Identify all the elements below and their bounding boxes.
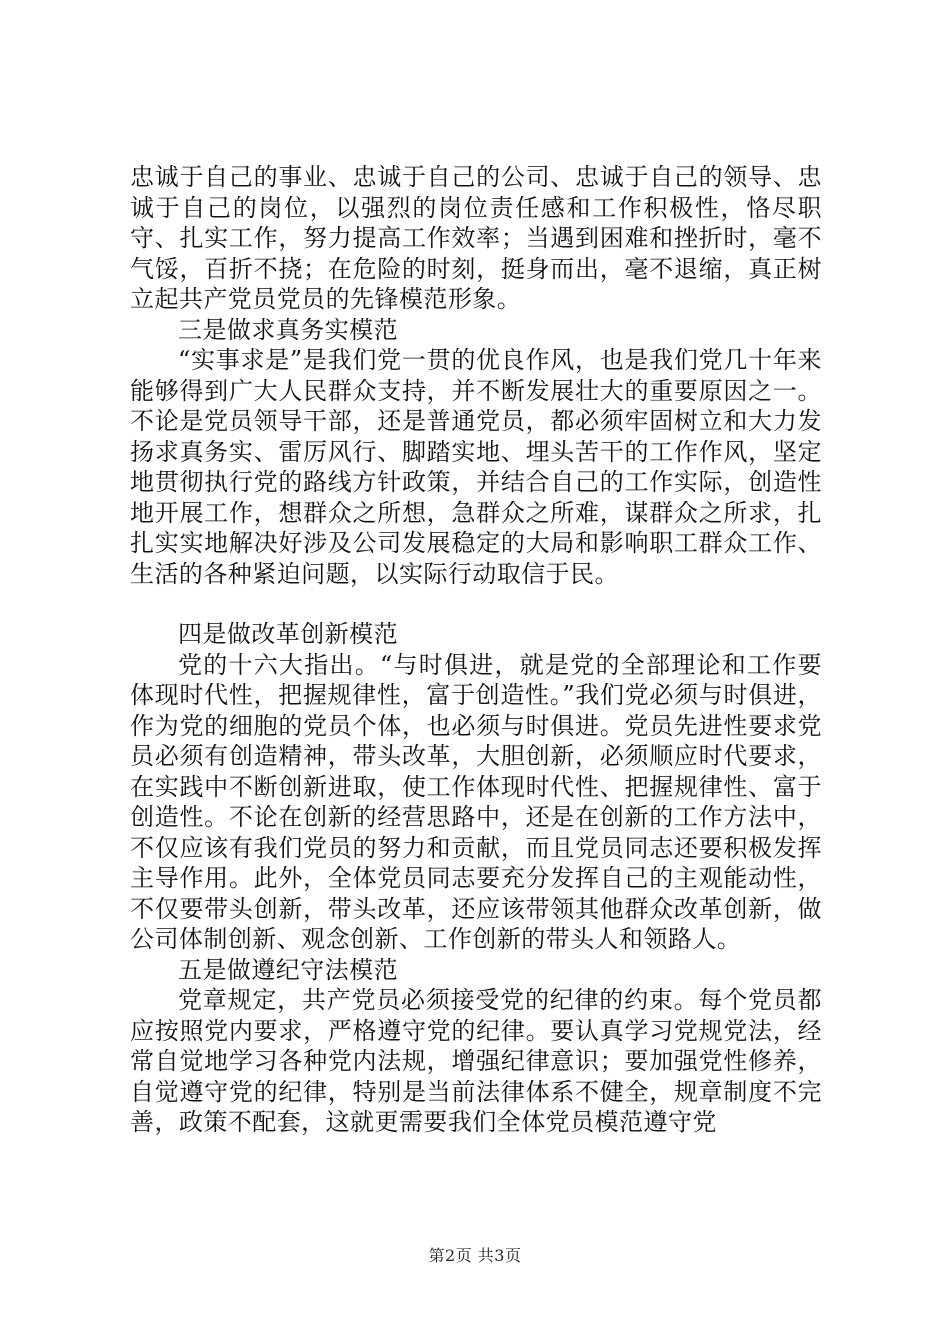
paragraph-section-5: 党章规定，共产党员必须接受党的纪律的约束。每个党员都应按照党内要求，严格遵守党的纪律。要认真学习党规党法，经常自觉地学习各种党内法规，增强纪律意识；要加强党性修养，自觉遵守党的纪律，特别是当前法律体系不健全，规章制度不完善，政策不配套，这就更需要我们全体党员模范遵守党 (130, 986, 822, 1136)
section-heading-5: 五是做遵纪守法模范 (178, 955, 399, 984)
paragraph-section-3: “实事求是”是我们党一贯的优良作风，也是我们党几十年来能够得到广大人民群众支持，并不断发展壮大的重要原因之一。不论是党员领导干部，还是普通党员，都必须牢固树立和大力发扬求真务实、雷厉风行、脚踏实地、埋头苦干的工作作风，坚定地贯彻执行党的路线方针政策，并结合自己的工作实际，创造性地开展工作，想群众之所想，急群众之所难，谋群众之所求，扎扎实实地解决好涉及公司发展稳定的大局和影响职工群众工作、生活的各种紧迫问题，以实际行动取信于民。 (130, 346, 822, 588)
page-footer: 第2页 共3页 (428, 1246, 522, 1265)
section-heading-3: 三是做求真务实模范 (178, 315, 399, 344)
document-body (130, 162, 822, 1138)
section-heading-4: 四是做改革创新模范 (178, 620, 399, 648)
paragraph-section-4: 党的十六大指出。“与时俱进，就是党的全部理论和工作要体现时代性，把握规律性，富于创造性。”我们党必须与时俱进，作为党的细胞的党员个体，也必须与时俱进。党员先进性要求党员必须有创造精神，带头改革，大胆创新，必须顺应时代要求，在实践中不断创新进取，使工作体现时代性、把握规律性、富于创造性。不论在创新的经营思路中，还是在创新的工作方法中，不仅应该有我们党员的努力和贡献，而且党员同志还要积极发挥主导作用。此外，全体党员同志要充分发挥自己的主观能动性，不仅要带头创新，带头改革，还应该带领其他群众改革创新，做公司体制创新、观念创新、工作创新的带头人和领路人。 (130, 650, 822, 953)
paragraph-continuation: 忠诚于自己的事业、忠诚于自己的公司、忠诚于自己的领导、忠诚于自己的岗位，以强烈的岗位责任感和工作积极性，恪尽职守、扎实工作，努力提高工作效率；当遇到困难和挫折时，毫不气馁，百折不挠；在危险的时刻，挺身而出，毫不退缩，真正树立起共产党员党员的先锋模范形象。 (130, 163, 822, 313)
blank-line (130, 589, 822, 619)
